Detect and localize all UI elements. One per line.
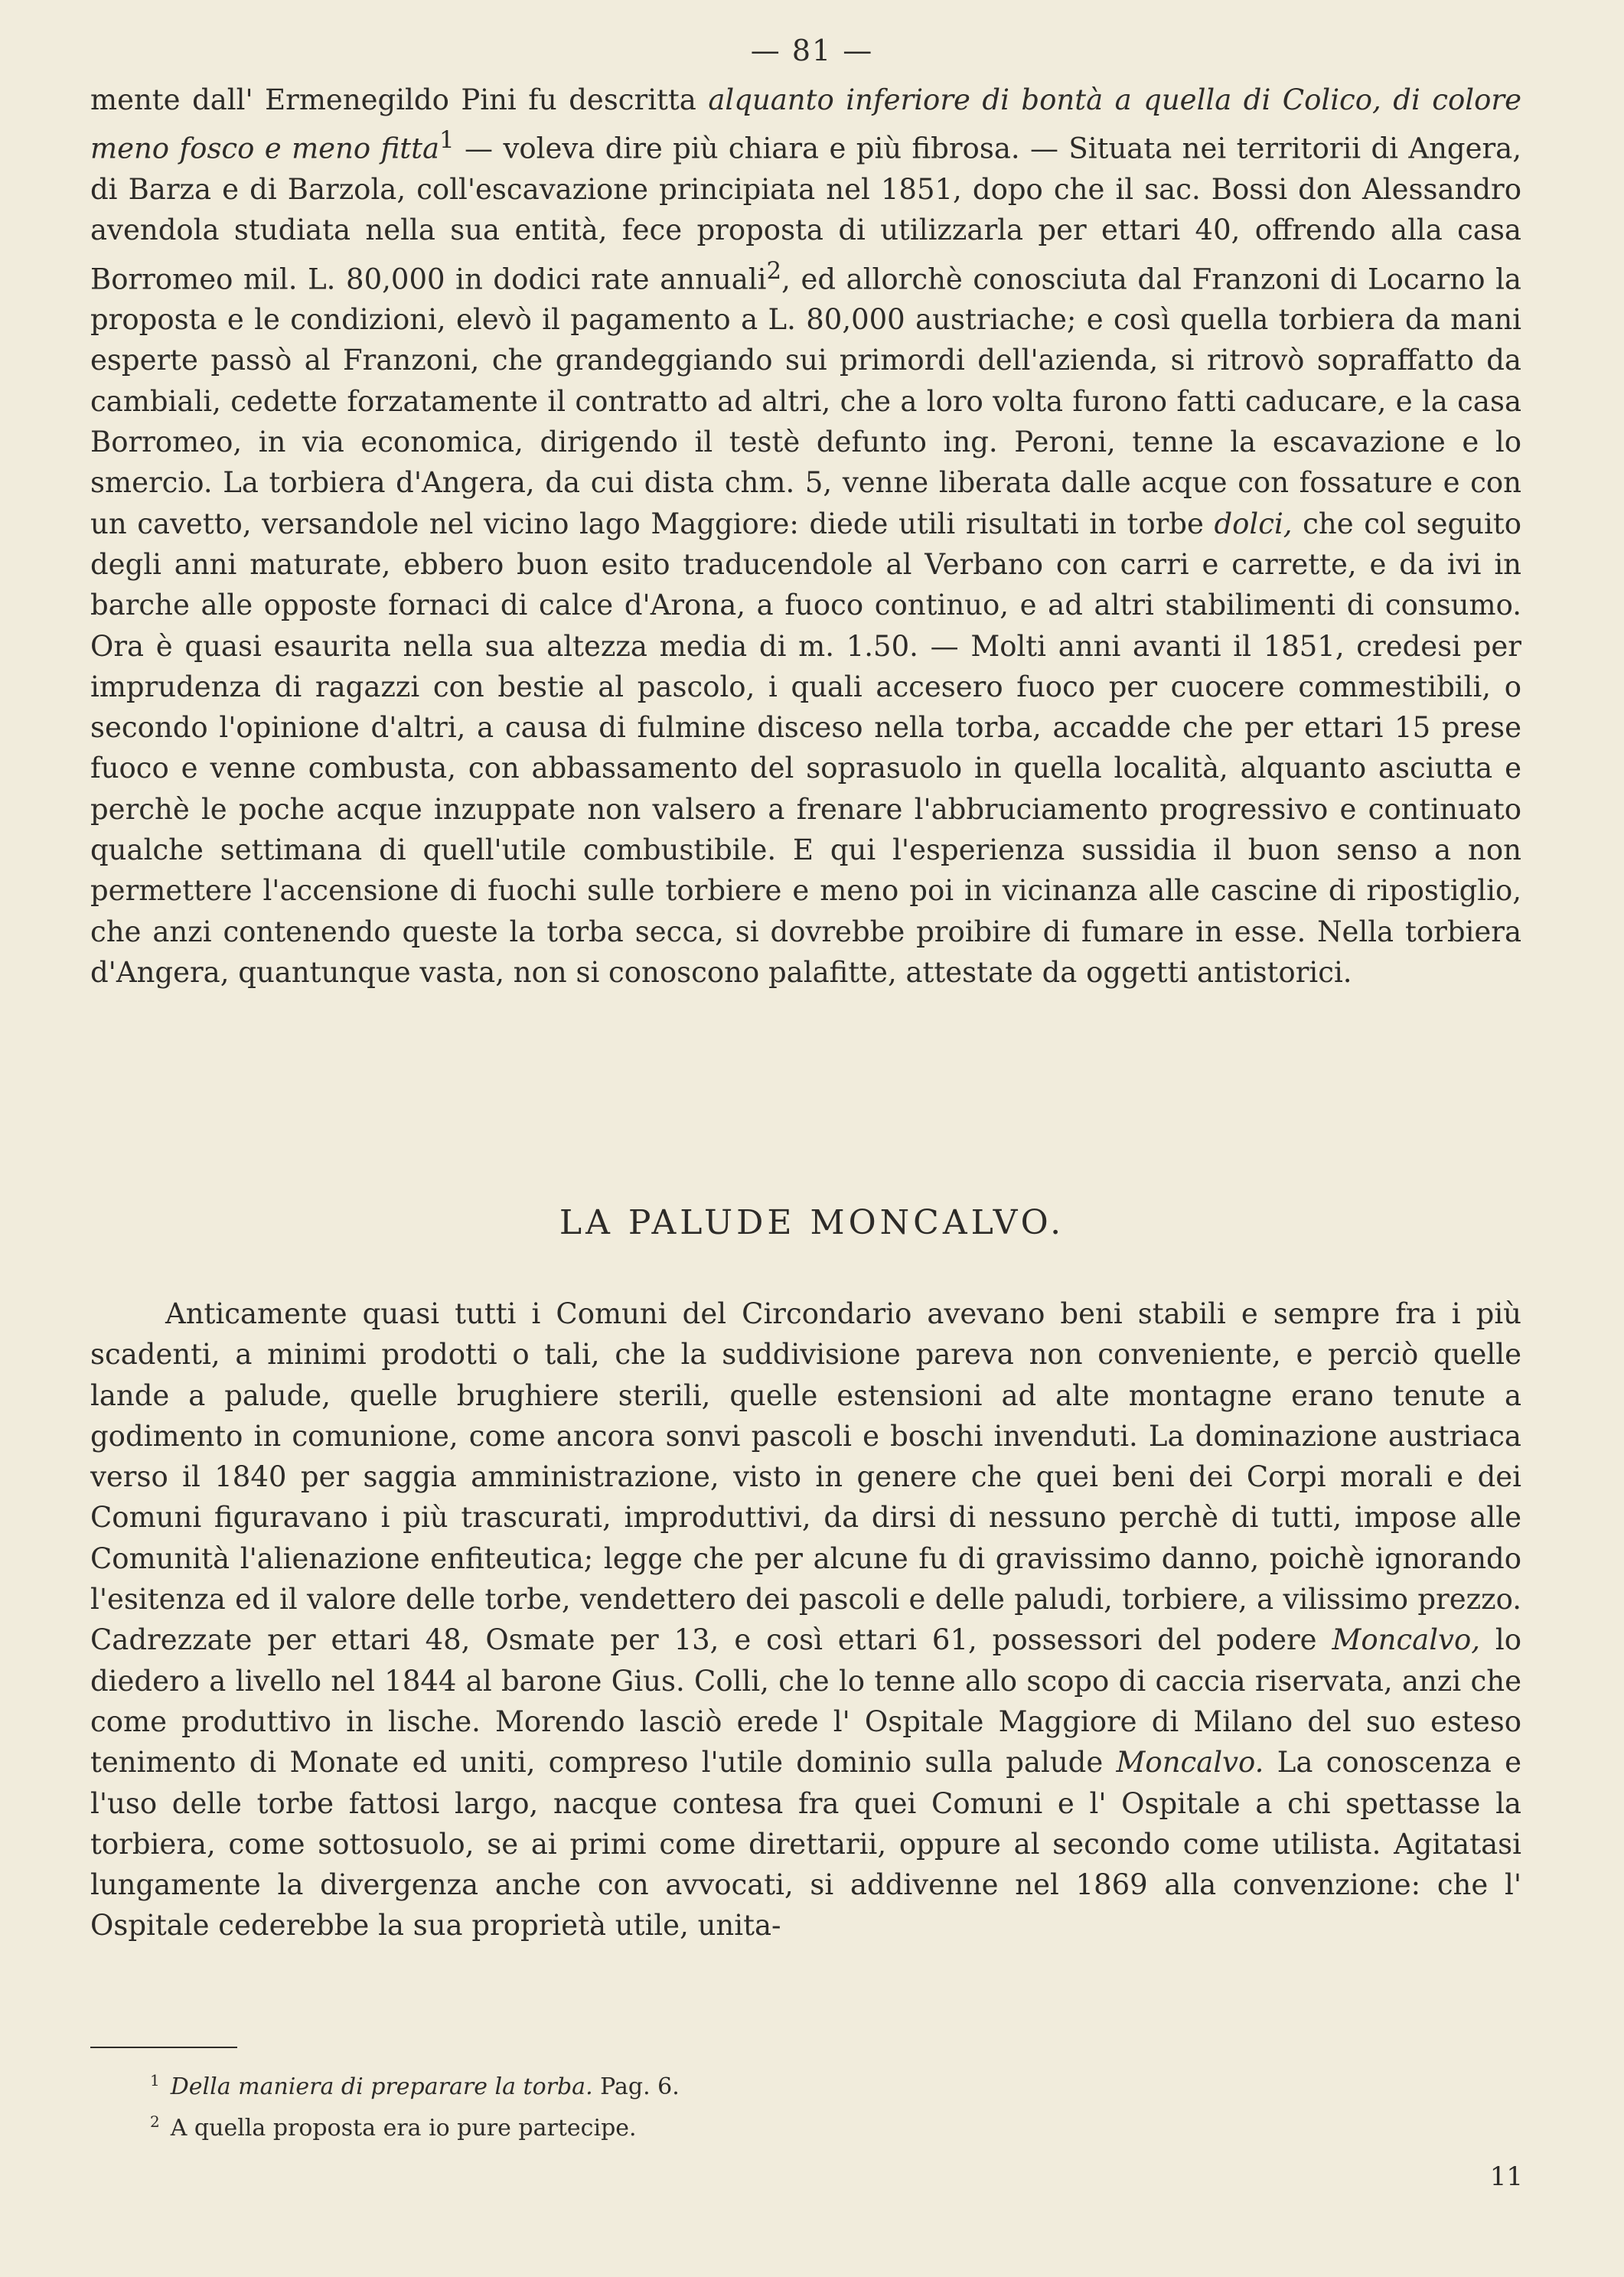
italic-place-name: Moncalvo.: [1116, 1746, 1264, 1780]
text-run: che col seguito degli anni maturate, ebbero buon esito traducendole al Verbano con carri e carrette, e da ivi in barche alle opposte fornaci di calce d'Arona, a fuoco continuo, e ad altri stabilimenti di consumo. Ora è quasi esaurita nella sua altezza media di m. 1.50. — Molti anni avanti il 1851, credesi per imprudenza di ragazzi con bestie al pascolo, i quali accesero fuoco per cuocere commestibili, o secondo l'opinione d'altri, a causa di fulmine disceso nella torba, accadde che per ettari 15 prese fuoco e venne combusta, con abbassamento del soprasuolo in quella località, alquanto asciutta e perchè le poche acque inzuppate non valsero a frenare l'abbruciamento progressivo e continuato qualche settimana di quell'utile combustibile. E qui l'esperienza sussidia il buon senso a non permettere l'accensione di fuochi sulle torbiere e meno poi in vicinanza alle cascine di ripostiglio, che anzi contenendo queste la torba secca, si dovrebbe proibire di fumare in esse. Nella torbiera d'Angera, quantunque vasta, non si conoscono palafitte, attestate da oggetti antistorici.: [90, 507, 1521, 989]
footnote-ref-2: 2: [766, 256, 782, 285]
footnote-2: [150, 2112, 637, 2142]
section-paragraph-block: [90, 1293, 1521, 1946]
footnote-text: Pag. 6.: [592, 2073, 680, 2100]
text-run: , ed allorchè conosciuta dal Franzoni di Locarno la proposta e le condizioni, elevò il pagamento a L. 80,000 austriache; e così quella torbiera da mani esperte passò al Franzoni, che grandeggiando sui primordi dell'azienda, si ritrovò sopraffatto da cambiali, cedette forzatamente il contratto ad altri, che a loro volta furono fatti caducare, e la casa Borromeo, in via economica, dirigendo il testè defunto ing. Peroni, tenne la escavazione e lo smercio. La torbiera d'Angera, da cui dista chm. 5, venne liberata dalle acque con fossature e con un cavetto, versandole nel vicino lago Maggiore: diede utili risultati in torbe: [90, 262, 1521, 540]
top-paragraph-block: [90, 80, 1521, 993]
footnote-title: Della maniera di preparare la torba.: [170, 2073, 593, 2100]
page-number: — 81 —: [750, 34, 874, 67]
text-run: La conoscenza e l'uso delle torbe fattosi largo, nacque contesa fra quei Comuni e l' Ospitale a chi spettasse la torbiera, come sottosuolo, se ai primi come direttarii, oppure al secondo come utilista. Agitatasi lungamente la divergenza anche con avvocati, si addivenne nel 1869 alla convenzione: che l' Ospitale cederebbe la sua proprietà utile, unita-: [90, 1746, 1521, 1943]
signature-mark: 11: [1489, 2161, 1523, 2192]
text-run: Anticamente quasi tutti i Comuni del Circondario avevano beni stabili e sempre fra i più scadenti, a minimi prodotti o tali, che la suddivisione pareva non conveniente, e perciò quelle lande a palude, quelle brughiere sterili, quelle estensioni ad alte montagne erano tenute a godimento in comunione, come ancora sonvi pascoli e boschi invenduti. La dominazione austriaca verso il 1840 per saggia amministrazione, visto in genere che quei beni dei Corpi morali e dei Comuni figuravano i più trascurati, improduttivi, da dirsi di nessuno perchè di tutti, impose alle Comunità l'alienazione enfiteutica; legge che per alcune fu di gravissimo danno, poichè ignorando l'esitenza ed il valore delle torbe, vendettero dei pascoli e delle paludi, torbiere, a vilissimo prezzo. Cadrezzate per ettari 48, Osmate per 13, e così ettari 61, possessori del podere: [90, 1297, 1521, 1657]
top-paragraph: [90, 80, 1521, 993]
footnote-marker: 1: [150, 2071, 160, 2089]
text-run: — voleva dire più chiara e più fibrosa. — Situata nei territorii di Angera, di Barza e di Barzola, coll'escavazione principiata nel 1851, dopo che il sac. Bossi don Alessandro avendola studiata nella sua entità, fece proposta di utilizzarla per ettari 40, offrendo alla casa Borromeo mil. L. 80,000 in dodici rate annuali: [90, 132, 1521, 295]
text-run: mente dall' Ermenegildo Pini fu descritta: [90, 83, 709, 116]
section-heading: LA PALUDE MONCALVO.: [559, 1203, 1065, 1242]
footnote-divider: [90, 2047, 237, 2048]
footnote-marker: 2: [150, 2112, 160, 2131]
footnote-1: [150, 2071, 680, 2100]
footnote-ref-1: 1: [439, 126, 455, 155]
italic-quote: alquanto inferiore di bontà a quella di Colico, di colore meno fosco e meno fitta: [90, 83, 1521, 165]
section-paragraph: [90, 1293, 1521, 1946]
italic-term: dolci,: [1214, 507, 1293, 540]
text-run: lo diedero a livello nel 1844 al barone Gius. Colli, che lo tenne allo scopo di caccia riservata, anzi che come produttivo in lische. Morendo lasciò erede l' Ospitale Maggiore di Milano del suo esteso tenimento di Monate ed uniti, compreso l'utile dominio sulla palude: [90, 1623, 1521, 1780]
footnote-text: A quella proposta era io pure partecipe.: [170, 2115, 637, 2142]
italic-place-name: Moncalvo,: [1332, 1623, 1480, 1657]
